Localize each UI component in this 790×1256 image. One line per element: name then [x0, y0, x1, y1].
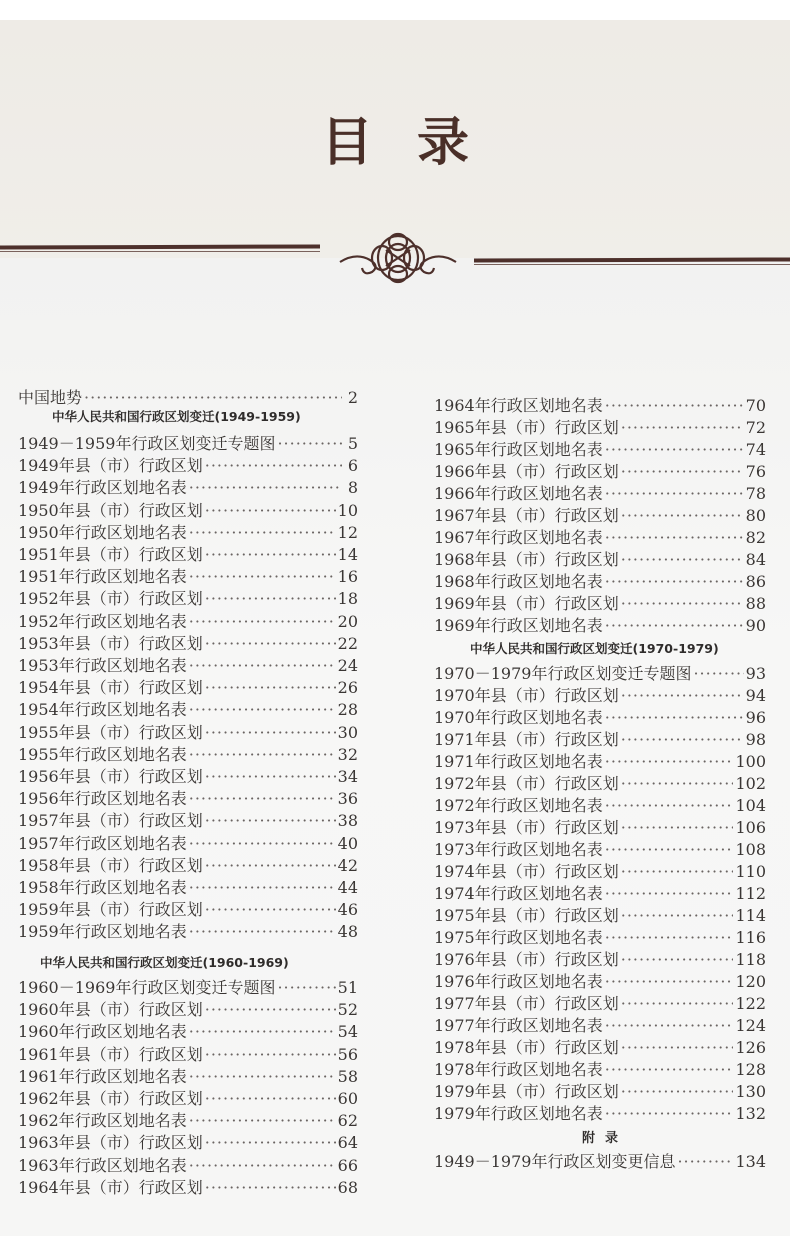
- toc-entry-title: 1962年行政区划地名表: [18, 1111, 187, 1131]
- toc-entry[interactable]: [434, 503, 766, 526]
- toc-entry-title: 1972年县（市）行政区划: [434, 774, 619, 793]
- toc-entry-page: 18: [337, 589, 358, 609]
- header-rule-left-thin: [0, 251, 320, 252]
- toc-entry-title: 1973年行政区划地名表: [434, 840, 603, 859]
- toc-entry[interactable]: [434, 881, 766, 904]
- leader-dots: [605, 972, 734, 991]
- leader-dots: [189, 478, 342, 497]
- toc-entry-title: 1975年行政区划地名表: [434, 928, 603, 947]
- toc-entry[interactable]: [18, 919, 358, 942]
- toc-entry-page: 64: [337, 1133, 358, 1153]
- toc-entry[interactable]: [18, 520, 358, 543]
- leader-dots: [277, 978, 335, 997]
- toc-entry[interactable]: [18, 385, 358, 408]
- toc-entry-title: 1965年行政区划地名表: [434, 440, 603, 459]
- leader-dots: [605, 396, 744, 415]
- toc-entry-title: 1965年县（市）行政区划: [434, 418, 619, 437]
- leader-dots: [605, 1016, 734, 1035]
- header-rule-right-thin: [474, 264, 790, 265]
- toc-entry-title: 1955年行政区划地名表: [18, 744, 187, 764]
- toc-entry-page: 20: [337, 611, 358, 631]
- toc-entry-title: 1956年行政区划地名表: [18, 789, 187, 809]
- toc-entry[interactable]: [18, 764, 358, 787]
- toc-entry-title: 1949－1979年行政区划变更信息: [434, 1152, 676, 1171]
- toc-entry-page: 24: [337, 656, 358, 675]
- toc-entry-page: 8: [347, 478, 358, 498]
- leader-dots: [621, 818, 734, 837]
- page-title: 目录: [320, 113, 513, 173]
- toc-entry-page: 12: [337, 522, 358, 542]
- toc-entry[interactable]: [18, 697, 358, 720]
- toc-entry-page: 72: [745, 418, 766, 437]
- leader-dots: [621, 1082, 734, 1101]
- leader-dots: [205, 589, 336, 608]
- leader-dots: [189, 612, 336, 631]
- toc-entry[interactable]: [434, 393, 766, 416]
- leader-dots: [621, 906, 734, 925]
- toc-entry-page: 102: [735, 774, 766, 793]
- toc-entry-page: 40: [337, 833, 358, 853]
- leader-dots: [605, 528, 744, 547]
- toc-entry[interactable]: [18, 453, 358, 476]
- toc-entry-title: 1978年行政区划地名表: [434, 1060, 603, 1079]
- leader-dots: [205, 456, 342, 475]
- toc-entry-page: 30: [337, 722, 358, 742]
- toc-entry-page: 58: [337, 1066, 358, 1086]
- toc-entry-title: 1960年县（市）行政区划: [18, 1000, 203, 1020]
- toc-entry[interactable]: [18, 831, 358, 854]
- leader-dots: [621, 594, 744, 613]
- toc-entry-page: 93: [745, 664, 766, 683]
- toc-entry-page: 54: [337, 1022, 358, 1042]
- knot-ornament-icon: [336, 224, 460, 286]
- leader-dots: [205, 1133, 336, 1152]
- leader-dots: [621, 1038, 734, 1057]
- toc-entry-page: 5: [347, 434, 358, 453]
- appendix-heading: 附录: [582, 1131, 629, 1146]
- toc-entry[interactable]: [18, 1108, 358, 1131]
- toc-entry[interactable]: [434, 569, 766, 592]
- toc-entry-title: 1963年行政区划地名表: [18, 1155, 187, 1175]
- leader-dots: [621, 950, 734, 969]
- leader-dots: [189, 567, 336, 586]
- toc-entry[interactable]: [18, 875, 358, 898]
- toc-entry-page: 120: [735, 972, 766, 991]
- toc-entry[interactable]: [434, 1079, 766, 1102]
- toc-entry[interactable]: [18, 675, 358, 698]
- toc-entry-page: 32: [337, 744, 358, 764]
- toc-entry-title: 1970年县（市）行政区划: [434, 686, 619, 705]
- toc-entry-title: 1955年县（市）行政区划: [18, 722, 203, 742]
- toc-entry[interactable]: [18, 997, 358, 1020]
- leader-dots: [189, 1111, 336, 1130]
- leader-dots: [205, 900, 336, 919]
- leader-dots: [693, 664, 743, 683]
- toc-entry-page: 84: [745, 550, 766, 569]
- toc-entry-title: 1949年行政区划地名表: [18, 478, 187, 498]
- toc-entry[interactable]: [434, 683, 766, 706]
- leader-dots: [621, 730, 744, 749]
- leader-dots: [621, 686, 744, 705]
- toc-entry-title: 1959年县（市）行政区划: [18, 900, 203, 920]
- toc-entry[interactable]: [434, 727, 766, 750]
- toc-entry-title: 1950年行政区划地名表: [18, 522, 187, 542]
- toc-entry-page: 128: [735, 1060, 766, 1079]
- toc-entry-page: 86: [745, 572, 766, 591]
- toc-entry-title: 1962年县（市）行政区划: [18, 1089, 203, 1108]
- toc-entry-title: 1951年行政区划地名表: [18, 567, 187, 587]
- toc-entry-page: 74: [745, 440, 766, 459]
- toc-entry-title: 1979年县（市）行政区划: [434, 1082, 619, 1101]
- toc-entry-title: 1974年行政区划地名表: [434, 884, 603, 903]
- toc-entry-page: 38: [337, 811, 358, 831]
- leader-dots: [205, 856, 336, 875]
- leader-dots: [621, 550, 744, 569]
- toc-entry-title: 1966年行政区划地名表: [434, 484, 603, 503]
- toc-entry-title: 1950年县（市）行政区划: [18, 500, 203, 520]
- toc-entry[interactable]: [18, 742, 358, 765]
- toc-entry[interactable]: [434, 969, 766, 992]
- leader-dots: [205, 1178, 336, 1197]
- toc-entry-page: 112: [735, 884, 766, 903]
- toc-entry[interactable]: [434, 415, 766, 438]
- leader-dots: [84, 388, 342, 407]
- toc-entry[interactable]: [434, 1057, 766, 1080]
- toc-entry-title: 1956年县（市）行政区划: [18, 767, 203, 786]
- leader-dots: [205, 723, 336, 742]
- toc-entry-title: 1977年行政区划地名表: [434, 1016, 603, 1035]
- toc-entry[interactable]: [18, 631, 358, 654]
- toc-entry-page: 118: [735, 950, 766, 969]
- toc-entry-title: 1973年县（市）行政区划: [434, 818, 619, 837]
- toc-entry-title: 1968年县（市）行政区划: [434, 550, 619, 569]
- toc-entry-title: 1949－1959年行政区划变迁专题图: [18, 434, 276, 453]
- leader-dots: [205, 678, 336, 697]
- toc-entry[interactable]: [18, 1042, 358, 1065]
- toc-entry-page: 56: [337, 1044, 358, 1064]
- bottom-margin: [0, 1236, 790, 1256]
- toc-entry[interactable]: [18, 609, 358, 632]
- leader-dots: [621, 862, 734, 881]
- toc-entry-title: 1979年行政区划地名表: [434, 1104, 603, 1123]
- leader-dots: [605, 440, 744, 459]
- toc-entry-title: 1971年行政区划地名表: [434, 752, 603, 771]
- section-heading-1949-1959: 中华人民共和国行政区划变迁(1949-1959): [52, 409, 301, 424]
- toc-entry-title: 1971年县（市）行政区划: [434, 730, 619, 749]
- toc-entry-page: 26: [337, 678, 358, 698]
- toc-entry-page: 70: [745, 396, 766, 415]
- leader-dots: [605, 708, 744, 727]
- toc-entry-title: 1974年县（市）行政区划: [434, 862, 619, 881]
- toc-entry-title: 中国地势: [18, 388, 83, 407]
- toc-entry[interactable]: [18, 853, 358, 876]
- leader-dots: [205, 1045, 336, 1064]
- leader-dots: [189, 700, 336, 719]
- toc-entry-title: 1970年行政区划地名表: [434, 708, 603, 727]
- toc-entry[interactable]: [434, 705, 766, 728]
- toc-entry-page: 78: [745, 484, 766, 503]
- toc-entry[interactable]: [18, 1130, 358, 1153]
- leader-dots: [605, 616, 744, 635]
- toc-entry-title: 1976年行政区划地名表: [434, 972, 603, 991]
- toc-entry[interactable]: [434, 793, 766, 816]
- toc-entry-page: 60: [337, 1089, 358, 1108]
- toc-entry[interactable]: [434, 925, 766, 948]
- toc-entry-page: 134: [735, 1152, 766, 1171]
- toc-entry-page: 10: [337, 500, 358, 520]
- toc-entry[interactable]: [434, 459, 766, 482]
- toc-entry-title: 1953年县（市）行政区划: [18, 633, 203, 653]
- leader-dots: [205, 811, 336, 830]
- toc-entry-page: 44: [337, 878, 358, 897]
- leader-dots: [677, 1152, 733, 1171]
- toc-entry-title: 1972年行政区划地名表: [434, 796, 603, 815]
- leader-dots: [189, 745, 336, 764]
- leader-dots: [205, 767, 336, 786]
- leader-dots: [605, 1104, 734, 1123]
- toc-entry[interactable]: [434, 1013, 766, 1036]
- leader-dots: [605, 1060, 734, 1079]
- toc-entry[interactable]: [18, 586, 358, 609]
- leader-dots: [205, 1089, 336, 1108]
- toc-entry[interactable]: [18, 1086, 358, 1109]
- toc-entry-page: 66: [337, 1155, 358, 1175]
- toc-entry-title: 1967年行政区划地名表: [434, 528, 603, 547]
- leader-dots: [189, 789, 336, 808]
- toc-entry-title: 1952年县（市）行政区划: [18, 589, 203, 609]
- toc-entry[interactable]: [18, 542, 358, 565]
- toc-entry-title: 1966年县（市）行政区划: [434, 462, 619, 481]
- section-heading-1970-1979: 中华人民共和国行政区划变迁(1970-1979): [470, 641, 719, 656]
- toc-entry-title: 1963年县（市）行政区划: [18, 1133, 203, 1153]
- leader-dots: [189, 523, 336, 542]
- leader-dots: [189, 1022, 336, 1041]
- toc-entry[interactable]: [434, 661, 766, 684]
- toc-entry[interactable]: [434, 481, 766, 504]
- toc-entry[interactable]: [434, 437, 766, 460]
- toc-entry-title: 1961年县（市）行政区划: [18, 1044, 203, 1064]
- leader-dots: [605, 928, 734, 947]
- toc-entry-page: 82: [745, 528, 766, 547]
- toc-entry[interactable]: [434, 837, 766, 860]
- toc-entry-title: 1958年行政区划地名表: [18, 878, 187, 897]
- toc-entry[interactable]: [434, 859, 766, 882]
- toc-entry-title: 1958年县（市）行政区划: [18, 855, 203, 875]
- leader-dots: [189, 1067, 336, 1086]
- toc-entry[interactable]: [18, 786, 358, 809]
- leader-dots: [189, 922, 336, 941]
- toc-entry-title: 1957年县（市）行政区划: [18, 811, 203, 831]
- toc-entry-page: 106: [735, 818, 766, 837]
- toc-entry-page: 122: [735, 994, 766, 1013]
- toc-entry[interactable]: [434, 1101, 766, 1124]
- toc-entry[interactable]: [434, 815, 766, 838]
- toc-entry[interactable]: [434, 1035, 766, 1058]
- toc-entry-title: 1960－1969年行政区划变迁专题图: [18, 978, 276, 997]
- toc-entry-title: 1952年行政区划地名表: [18, 611, 187, 631]
- leader-dots: [621, 506, 744, 525]
- toc-entry[interactable]: [18, 564, 358, 587]
- toc-entry-page: 124: [735, 1016, 766, 1035]
- leader-dots: [277, 434, 342, 453]
- toc-entry-title: 1953年行政区划地名表: [18, 656, 187, 675]
- toc-entry[interactable]: [434, 947, 766, 970]
- toc-entry-page: 51: [337, 978, 358, 997]
- toc-entry-title: 1975年县（市）行政区划: [434, 906, 619, 925]
- toc-entry-page: 126: [735, 1038, 766, 1057]
- toc-entry-title: 1969年行政区划地名表: [434, 616, 603, 635]
- toc-entry-page: 116: [735, 928, 766, 947]
- toc-entry-title: 1969年县（市）行政区划: [434, 594, 619, 613]
- toc-entry-page: 2: [347, 388, 358, 407]
- toc-entry[interactable]: [18, 475, 358, 498]
- toc-entry[interactable]: [18, 653, 358, 676]
- leader-dots: [189, 834, 336, 853]
- toc-entry-page: 6: [347, 456, 358, 476]
- toc-entry-page: 14: [337, 545, 358, 564]
- section-heading-1960-1969: 中华人民共和国行政区划变迁(1960-1969): [40, 955, 289, 970]
- toc-entry[interactable]: [18, 975, 358, 998]
- toc-entry-page: 104: [735, 796, 766, 815]
- leader-dots: [189, 656, 336, 675]
- toc-entry-title: 1954年行政区划地名表: [18, 700, 187, 720]
- toc-entry-page: 68: [337, 1177, 358, 1197]
- leader-dots: [189, 878, 336, 897]
- toc-entry-page: 42: [337, 855, 358, 875]
- toc-entry-page: 36: [337, 789, 358, 809]
- toc-entry[interactable]: [434, 991, 766, 1014]
- leader-dots: [205, 545, 336, 564]
- leader-dots: [605, 884, 734, 903]
- toc-entry[interactable]: [434, 547, 766, 570]
- toc-entry-page: 110: [735, 862, 766, 881]
- toc-entry[interactable]: [18, 720, 358, 743]
- toc-entry-page: 80: [745, 506, 766, 525]
- toc-entry-page: 88: [745, 594, 766, 613]
- toc-entry-page: 132: [735, 1104, 766, 1123]
- leader-dots: [605, 572, 744, 591]
- toc-entry[interactable]: [434, 591, 766, 614]
- leader-dots: [621, 774, 734, 793]
- toc-entry[interactable]: [434, 771, 766, 794]
- leader-dots: [605, 752, 734, 771]
- leader-dots: [205, 1000, 336, 1019]
- toc-entry-page: 100: [735, 752, 766, 771]
- leader-dots: [605, 796, 734, 815]
- toc-entry-title: 1977年县（市）行政区划: [434, 994, 619, 1013]
- toc-entry[interactable]: [18, 1064, 358, 1087]
- toc-entry[interactable]: [434, 903, 766, 926]
- toc-entry-title: 1960年行政区划地名表: [18, 1022, 187, 1042]
- toc-entry-page: 90: [745, 616, 766, 635]
- toc-entry[interactable]: [18, 431, 358, 454]
- toc-entry-page: 76: [745, 462, 766, 481]
- toc-entry[interactable]: [18, 1019, 358, 1042]
- toc-entry-page: 98: [745, 730, 766, 749]
- leader-dots: [205, 501, 336, 520]
- toc-entry-title: 1961年行政区划地名表: [18, 1066, 187, 1086]
- toc-entry[interactable]: [18, 897, 358, 920]
- toc-entry-page: 48: [337, 922, 358, 942]
- leader-dots: [189, 1156, 336, 1175]
- toc-entry-page: 16: [337, 567, 358, 587]
- toc-entry-title: 1964年行政区划地名表: [434, 396, 603, 415]
- toc-entry[interactable]: [434, 613, 766, 636]
- leader-dots: [621, 418, 744, 437]
- leader-dots: [605, 840, 734, 859]
- toc-entry-page: 96: [745, 708, 766, 727]
- toc-entry-page: 94: [745, 686, 766, 705]
- toc-entry-page: 52: [337, 1000, 358, 1020]
- toc-entry-page: 34: [337, 767, 358, 786]
- toc-entry-title: 1954年县（市）行政区划: [18, 678, 203, 698]
- toc-entry-page: 28: [337, 700, 358, 720]
- leader-dots: [621, 994, 734, 1013]
- leader-dots: [621, 462, 744, 481]
- toc-entry-title: 1976年县（市）行政区划: [434, 950, 619, 969]
- toc-entry-title: 1951年县（市）行政区划: [18, 545, 203, 564]
- toc-entry[interactable]: [18, 1153, 358, 1176]
- toc-entry-page: 22: [337, 633, 358, 653]
- toc-entry[interactable]: [18, 1175, 358, 1198]
- toc-entry[interactable]: [434, 525, 766, 548]
- top-margin: [0, 0, 790, 20]
- toc-entry[interactable]: [434, 749, 766, 772]
- toc-entry-page: 130: [735, 1082, 766, 1101]
- toc-entry-page: 62: [337, 1111, 358, 1131]
- toc-entry-title: 1970－1979年行政区划变迁专题图: [434, 664, 692, 683]
- toc-entry[interactable]: [18, 498, 358, 521]
- toc-entry-page: 108: [735, 840, 766, 859]
- toc-entry-title: 1949年县（市）行政区划: [18, 456, 203, 476]
- toc-entry-title: 1978年县（市）行政区划: [434, 1038, 619, 1057]
- toc-entry[interactable]: [434, 1149, 766, 1172]
- leader-dots: [205, 634, 336, 653]
- toc-entry-page: 46: [337, 900, 358, 920]
- toc-entry-title: 1967年县（市）行政区划: [434, 506, 619, 525]
- toc-entry[interactable]: [18, 808, 358, 831]
- leader-dots: [605, 484, 744, 503]
- toc-entry-title: 1957年行政区划地名表: [18, 833, 187, 853]
- toc-entry-page: 114: [735, 906, 766, 925]
- toc-entry-title: 1968年行政区划地名表: [434, 572, 603, 591]
- toc-entry-title: 1964年县（市）行政区划: [18, 1177, 203, 1197]
- toc-entry-title: 1959年行政区划地名表: [18, 922, 187, 942]
